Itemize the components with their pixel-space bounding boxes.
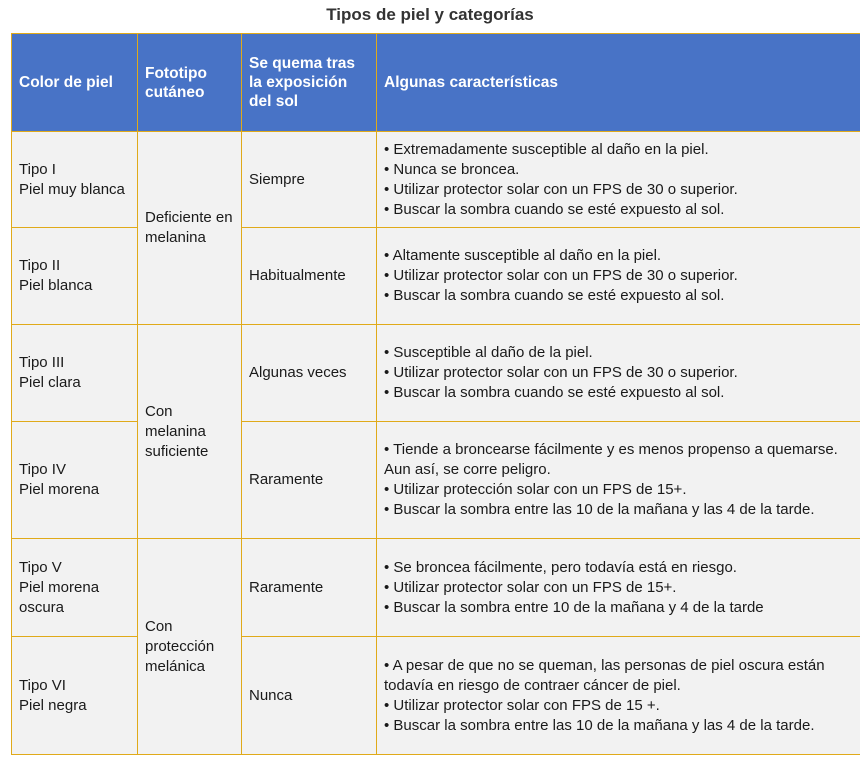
color-cell (12, 325, 138, 422)
caracteristica-item: • Altamente susceptible al daño en la piel. (384, 247, 662, 264)
caracteristica-item: • Utilizar protector solar con FPS de 15 +. (384, 696, 660, 714)
fototipo-cell: Deficiente en melanina (138, 132, 242, 325)
piel-label: Piel blanca (19, 277, 93, 294)
piel-label: Piel clara (19, 374, 81, 391)
table-row (12, 325, 860, 422)
header-fototipo: Fototipo cutáneo (138, 34, 242, 132)
quema-cell: Siempre (242, 132, 377, 228)
color-cell (12, 422, 138, 539)
caracteristica-item: • Utilizar protector solar con un FPS de 30 o superior. (384, 180, 738, 198)
caracteristica-item: • Buscar la sombra entre las 10 de la mañana y las 4 de la tarde. (384, 501, 815, 518)
caracteristicas-cell (377, 325, 860, 422)
caracteristica-item: • Buscar la sombra entre 10 de la mañana y 4 de la tarde (384, 598, 764, 616)
caracteristica-item: • Buscar la sombra cuando se esté expuesto al sol. (384, 287, 725, 304)
table-header-row (12, 34, 860, 132)
tipo-label: Tipo III (19, 354, 65, 371)
color-cell (12, 132, 138, 228)
caracteristica-item: • Buscar la sombra entre las 10 de la mañana y las 4 de la tarde. (384, 716, 815, 734)
quema-cell: Raramente (242, 422, 377, 539)
table-row (12, 132, 860, 228)
header-color-de-piel: Color de piel (12, 34, 138, 132)
quema-cell: Nunca (242, 637, 377, 755)
caracteristicas-cell (377, 422, 860, 539)
quema-cell: Habitualmente (242, 228, 377, 325)
caracteristica-item: • Se broncea fácilmente, pero todavía está en riesgo. (384, 558, 737, 576)
caracteristica-item: • Nunca se broncea. (384, 160, 520, 178)
skin-types-table (11, 33, 860, 755)
caracteristica-item: • Utilizar protección solar con un FPS de 15+. (384, 481, 687, 498)
piel-label: Piel morena (19, 481, 100, 498)
caracteristica-item: • Utilizar protector solar con un FPS de 30 o superior. (384, 267, 738, 284)
page-title: Tipos de piel y categorías (326, 5, 534, 24)
fototipo-cell: Con melanina suficiente (138, 325, 242, 539)
fototipo-cell: Con protección melánica (138, 539, 242, 755)
quema-cell: Raramente (242, 539, 377, 637)
piel-label: Piel muy blanca (19, 180, 125, 198)
caracteristica-item: • Buscar la sombra cuando se esté expuesto al sol. (384, 200, 725, 218)
caracteristica-item: • Buscar la sombra cuando se esté expuesto al sol. (384, 384, 725, 401)
tipo-label: Tipo IV (19, 461, 66, 478)
caracteristicas-cell (377, 637, 860, 755)
tipo-label: Tipo II (19, 257, 61, 274)
table-row (12, 539, 860, 637)
color-cell (12, 539, 138, 637)
tipo-label: Tipo V (19, 558, 62, 576)
header-caracteristicas: Algunas características (377, 34, 860, 132)
caracteristicas-cell (377, 228, 860, 325)
quema-cell: Algunas veces (242, 325, 377, 422)
piel-label: Piel negra (19, 696, 87, 714)
caracteristica-item: • Utilizar protector solar con un FPS de 15+. (384, 578, 677, 596)
caracteristicas-cell (377, 539, 860, 637)
color-cell (12, 637, 138, 755)
header-se-quema: Se quema tras la exposición del sol (242, 34, 377, 132)
caracteristicas-cell (377, 132, 860, 228)
caracteristica-item: • A pesar de que no se queman, las personas de piel oscura están todavía en riesgo de contraer cáncer de piel. (384, 656, 825, 694)
caracteristica-item: • Extremadamente susceptible al daño en la piel. (384, 140, 709, 158)
caracteristica-item: • Utilizar protector solar con un FPS de 30 o superior. (384, 364, 738, 381)
tipo-label: Tipo VI (19, 676, 66, 694)
tipo-label: Tipo I (19, 160, 56, 178)
caracteristica-item: • Tiende a broncearse fácilmente y es menos propenso a quemarse. Aun así, se corre peligro. (384, 441, 838, 478)
color-cell (12, 228, 138, 325)
caracteristica-item: • Susceptible al daño de la piel. (384, 344, 593, 361)
piel-label: Piel morena oscura (19, 578, 100, 616)
